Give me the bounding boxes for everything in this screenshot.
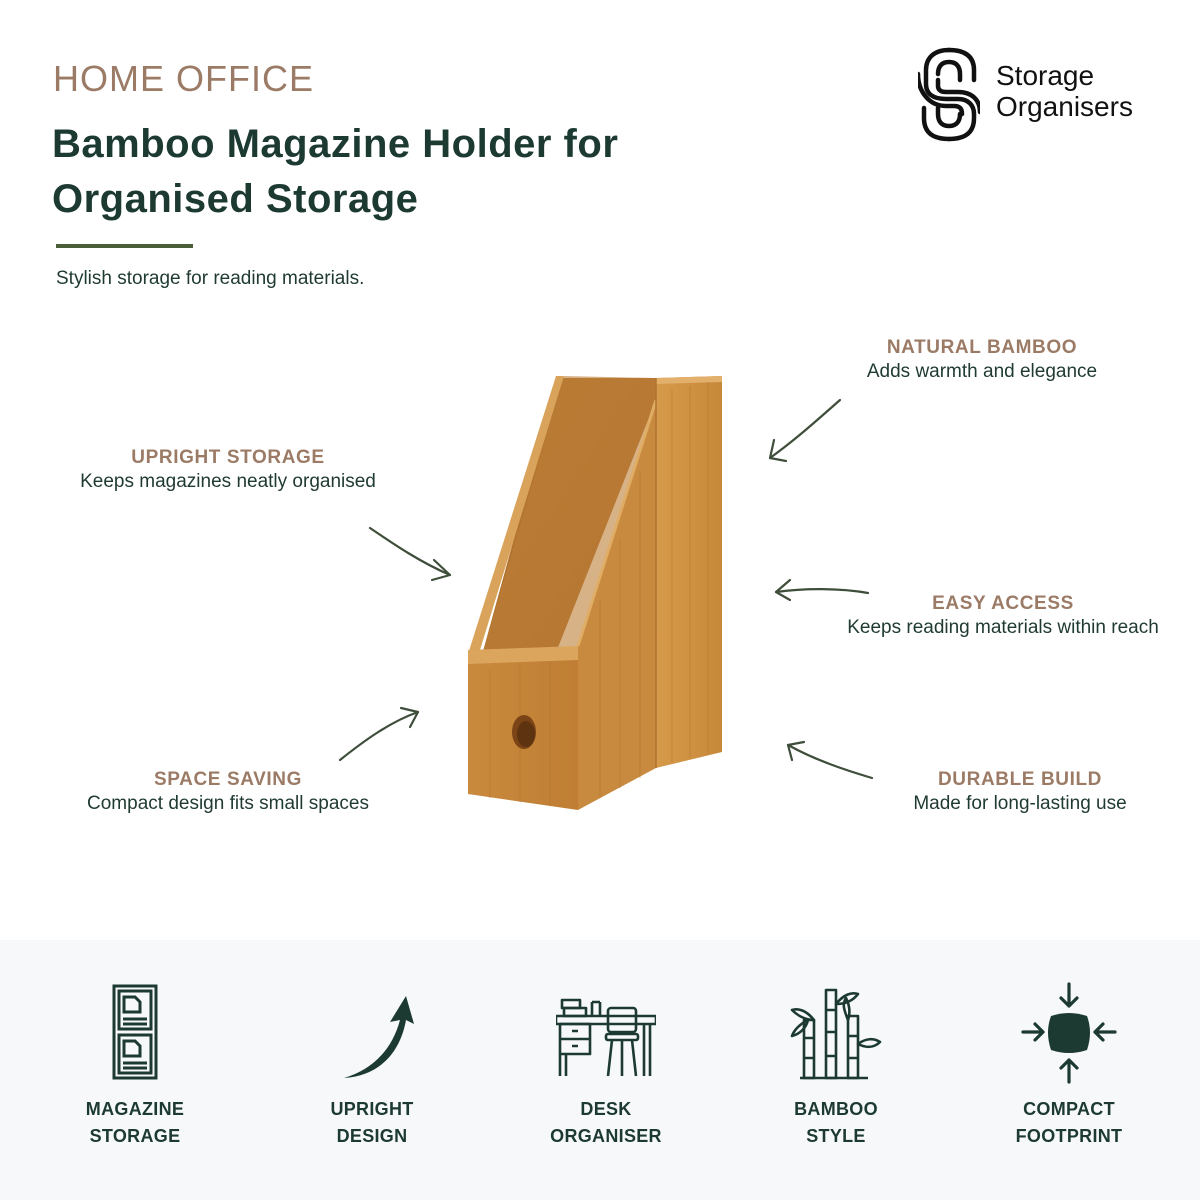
callout-heading: DURABLE BUILD [937,769,1102,790]
bamboo-magazine-holder-image [460,370,730,815]
callout-heading: UPRIGHT STORAGE [131,447,325,468]
arrow-durable-build [788,742,872,778]
page-title: Bamboo Magazine Holder for Organised Storage [52,122,619,221]
feature-magazine-storage [35,980,235,1150]
category-eyebrow: HOME OFFICE [53,58,314,99]
feature-label [736,1096,936,1150]
feature-label-line1: MAGAZINE [85,1099,185,1119]
callout-upright-storage [48,446,408,494]
feature-bamboo-style [736,980,936,1150]
page-subtitle: Stylish storage for reading materials. [56,268,365,289]
feature-upright-design [272,980,472,1150]
feature-label-line2: STORAGE [89,1126,181,1146]
callout-description: Made for long-lasting use [913,793,1127,814]
callout-description: Adds warmth and elegance [866,361,1098,382]
callout-heading: NATURAL BAMBOO [886,337,1078,358]
feature-label-line2: ORGANISER [550,1126,662,1146]
feature-label [35,1096,235,1150]
feature-label [272,1096,472,1150]
feature-compact-footprint [969,980,1169,1150]
feature-label-line1: DESK [580,1099,632,1119]
feature-label-line2: FOOTPRINT [1015,1126,1123,1146]
brand-name [996,60,1133,122]
feature-label-line1: COMPACT [1023,1099,1115,1119]
brand-name-line2: Organisers [996,91,1133,122]
filing-cabinet-icon [85,980,185,1084]
bamboo-stalks-icon [786,980,886,1084]
compress-arrows-icon [1019,980,1119,1084]
arrow-space-saving [340,708,418,760]
feature-label-line1: UPRIGHT [330,1099,414,1119]
feature-label-line2: STYLE [806,1126,866,1146]
callout-natural-bamboo [832,336,1132,384]
callout-description: Keeps reading materials within reach [847,617,1159,638]
callout-description: Compact design fits small spaces [87,793,369,814]
arrow-natural-bamboo [770,400,840,461]
feature-desk-organiser [506,980,706,1150]
callout-heading: EASY ACCESS [932,593,1074,614]
feature-label [506,1096,706,1150]
arrow-upright-storage [370,528,450,580]
brand-name-line1: Storage [996,60,1095,91]
callout-heading: SPACE SAVING [154,769,302,790]
feature-label-line1: BAMBOO [794,1099,878,1119]
brand-logo-icon [918,44,980,144]
callout-easy-access [818,592,1188,640]
callout-space-saving [48,768,408,816]
callout-description: Keeps magazines neatly organised [80,471,376,492]
feature-label-line2: DESIGN [336,1126,408,1146]
upward-arrow-icon [322,980,422,1084]
feature-label [969,1096,1169,1150]
brand-logo [918,44,1178,144]
desk-chair-icon [556,980,656,1084]
callout-durable-build [870,768,1170,816]
title-underline [56,244,193,248]
